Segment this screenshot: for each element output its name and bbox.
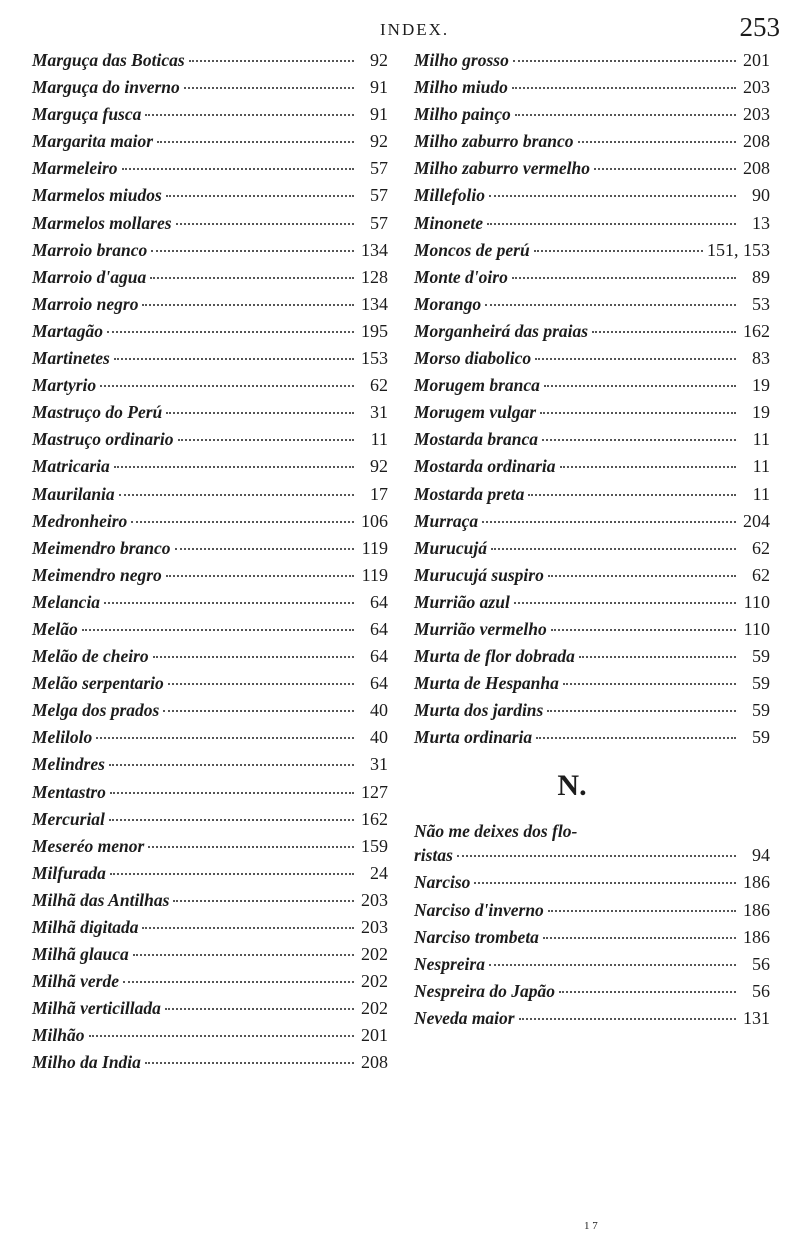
index-entry [32,375,388,402]
index-page-ref: 62 [752,537,770,558]
dot-leader [82,629,354,631]
index-entry [414,321,770,348]
index-entry [32,240,388,267]
index-page-ref: 57 [370,158,388,179]
index-term: Matricaria [32,456,110,477]
index-entry [32,592,388,619]
index-page-ref: 19 [752,402,770,423]
index-entry [32,456,388,483]
index-term: Murraça [414,510,479,531]
index-term: Milho zaburro vermelho [414,158,590,179]
index-page-ref: 19 [752,375,770,396]
index-term: Mostarda ordinaria [414,456,556,477]
index-page-ref: 162 [743,320,770,341]
dot-leader [515,114,736,116]
index-entry [414,927,770,954]
index-term: Margarita maior [32,131,154,152]
index-page-ref: 11 [752,429,770,450]
index-term: Martagão [32,320,103,341]
right-column [414,50,770,1035]
index-page-ref: 56 [752,953,770,974]
index-entry [32,890,388,917]
dot-leader [153,656,354,658]
index-page-ref: 203 [361,889,388,910]
index-page-ref: 203 [743,104,770,125]
index-page-ref: 89 [752,266,770,287]
running-title: INDEX. [380,20,450,39]
index-term: Melão serpentario [32,673,164,694]
index-page-ref: 59 [752,646,770,667]
dot-leader [166,575,354,577]
index-term: Nespreira do Japão [414,980,555,1001]
index-entry [32,77,388,104]
index-entry [414,565,770,592]
dot-leader [560,466,737,468]
index-term: Mentastro [32,781,106,802]
index-page-ref: 57 [370,185,388,206]
index-page-ref: 202 [361,971,388,992]
index-term: Meimendro branco [32,537,171,558]
dot-leader [513,60,736,62]
dot-leader [489,964,736,966]
index-term: Marguça do inverno [32,77,180,98]
index-entry [414,700,770,727]
index-term: Melancia [32,591,101,612]
index-term: Milhã glauca [32,944,129,965]
dot-leader [166,412,354,414]
dot-leader [489,195,736,197]
dot-leader [104,602,354,604]
index-page-ref: 64 [370,618,388,639]
index-term: Monte d'oiro [414,266,508,287]
dot-leader [535,358,736,360]
index-entry [32,267,388,294]
index-term: Morango [414,293,482,314]
index-term: Murta de flor dobrada [414,646,575,667]
index-term: Morugem vulgar [414,402,537,423]
index-term: Marroio negro [32,293,139,314]
index-page-ref: 31 [370,402,388,423]
index-term: Moncos de perú [414,239,530,260]
dot-leader [150,277,354,279]
index-term: Murta de Hespanha [414,673,559,694]
index-page-ref: 127 [361,781,388,802]
index-entry [414,872,770,899]
dot-leader [109,819,354,821]
dot-leader [107,331,354,333]
index-page-ref: 119 [361,564,388,585]
index-entry [32,321,388,348]
dot-leader [487,223,736,225]
dot-leader [548,575,736,577]
index-page-ref: 201 [743,50,770,70]
index-term: Milho miudo [414,77,508,98]
index-entry [32,944,388,971]
right-column-entries [414,50,770,754]
index-term-line1: Não me deixes dos flo- [414,821,578,842]
index-entry [32,1025,388,1052]
index-term: Minonete [414,212,484,233]
index-entry [32,619,388,646]
index-page-ref: 40 [370,727,388,748]
index-entry-multiline [414,818,770,872]
left-column [32,50,388,1080]
dot-leader [89,1035,354,1037]
index-entry [32,185,388,212]
page-header [0,6,800,40]
index-page-ref: 195 [361,320,388,341]
dot-leader [109,764,354,766]
section-n-entries [414,872,770,1035]
index-page-ref: 208 [743,158,770,179]
dot-leader [189,60,354,62]
index-entry [414,213,770,240]
index-term: Mastruço do Perú [32,402,163,423]
index-entry [414,1008,770,1035]
index-term: Narciso d'inverno [414,899,544,920]
index-page-ref: 11 [370,429,388,450]
index-term: Maurilania [32,483,115,504]
index-page-ref: 59 [752,700,770,721]
dot-leader [534,250,703,252]
dot-leader [544,385,736,387]
dot-leader [110,873,354,875]
index-page-ref: 134 [361,239,388,260]
dot-leader [96,737,354,739]
index-term: Morso diabolico [414,348,532,369]
dot-leader [168,683,354,685]
dot-leader [512,277,736,279]
index-entry [32,1052,388,1079]
index-entry [32,511,388,538]
index-page-ref: 92 [370,456,388,477]
index-entry [414,348,770,375]
dot-leader [543,937,736,939]
dot-leader [148,846,354,848]
index-entry-continuation [414,845,770,872]
index-term: Meimendro negro [32,564,162,585]
index-entry [32,348,388,375]
dot-leader [178,439,355,441]
index-page-ref: 64 [370,673,388,694]
index-entry [414,185,770,212]
index-page-ref: 24 [370,862,388,883]
index-entry [32,402,388,429]
index-entry [414,294,770,321]
index-entry [414,375,770,402]
index-page-ref: 162 [361,808,388,829]
dot-leader [559,991,736,993]
index-page-ref: 131 [743,1007,770,1028]
dot-leader [142,927,354,929]
index-term: Marmeleiro [32,158,118,179]
index-page-ref: 59 [752,727,770,748]
index-page-ref: 90 [752,185,770,206]
index-entry [32,673,388,700]
index-page-ref: 110 [743,618,770,639]
index-term: Marmelos mollares [32,212,172,233]
index-entry [32,565,388,592]
index-page-ref: 94 [752,845,770,866]
index-term: Mostarda branca [414,429,538,450]
dot-leader [540,412,736,414]
index-term: Murucujá [414,537,487,558]
index-term: Martyrio [32,375,97,396]
index-entry [414,592,770,619]
index-term: Millefolio [414,185,485,206]
index-entry [32,700,388,727]
index-term: Milhão [32,1025,85,1046]
index-term: Medronheiro [32,510,128,531]
index-term: Murta dos jardins [414,700,544,721]
index-entry [32,863,388,890]
dot-leader [142,304,354,306]
dot-leader [122,168,354,170]
dot-leader [514,602,736,604]
index-page-ref: 134 [361,293,388,314]
dot-leader [114,466,354,468]
index-page-ref: 119 [361,537,388,558]
index-entry [32,429,388,456]
dot-leader [133,954,354,956]
index-term: Milho grosso [414,50,509,70]
index-page-ref: 128 [361,266,388,287]
index-page-ref: 57 [370,212,388,233]
index-term: Nespreira [414,953,485,974]
index-page-ref: 106 [361,510,388,531]
index-page-ref: 203 [743,77,770,98]
index-page-ref: 59 [752,673,770,694]
dot-leader [519,1018,736,1020]
page-number: 253 [739,12,780,42]
index-entry [414,619,770,646]
index-term: Milfurada [32,862,106,883]
index-page-ref: 64 [370,591,388,612]
index-term: Melão [32,618,78,639]
dot-leader [551,629,736,631]
index-term: Milho painço [414,104,511,125]
index-term: Murrião vermelho [414,618,547,639]
index-page-ref: 186 [743,872,770,893]
dot-leader [563,683,736,685]
index-entry [32,809,388,836]
index-page-ref: 186 [743,899,770,920]
index-term: Murrião azul [414,591,510,612]
index-entry [32,131,388,158]
dot-leader [512,87,736,89]
index-entry [32,50,388,77]
index-page-ref: 64 [370,646,388,667]
index-page-ref: 208 [361,1052,388,1073]
index-term: Martinetes [32,348,110,369]
index-entry [414,131,770,158]
index-entry [32,836,388,863]
index-page-ref: 11 [752,483,770,504]
index-entry [414,727,770,754]
index-entry [32,294,388,321]
index-page-ref: 204 [743,510,770,531]
dot-leader [151,250,354,252]
index-entry [414,673,770,700]
dot-leader [482,521,736,523]
index-entry [414,267,770,294]
dot-leader [474,882,736,884]
index-page-ref: 11 [752,456,770,477]
index-entry [32,484,388,511]
dot-leader [592,331,736,333]
index-entry [414,429,770,456]
index-entry [414,104,770,131]
index-term: Morugem branca [414,375,540,396]
index-entry [414,77,770,104]
index-term: Milho da India [32,1052,141,1073]
dot-leader [491,548,736,550]
index-term: Milhã das Antilhas [32,889,170,910]
index-entry [32,213,388,240]
index-entry [414,158,770,185]
index-term: Narciso [414,872,471,893]
index-term: Marmelos miudos [32,185,162,206]
index-entry [414,456,770,483]
index-page-ref: 201 [361,1025,388,1046]
index-entry [414,511,770,538]
index-term: Melão de cheiro [32,646,149,667]
index-term: Meseréo menor [32,835,145,856]
dot-leader [184,87,354,89]
index-page-ref: 202 [361,944,388,965]
dot-leader [173,900,354,902]
dot-leader [548,910,736,912]
index-page-ref: 62 [370,375,388,396]
index-entry [414,402,770,429]
dot-leader [579,656,736,658]
dot-leader [175,548,354,550]
index-entry [32,104,388,131]
dot-leader [131,521,354,523]
dot-leader [165,1008,354,1010]
index-entry [32,727,388,754]
index-page-ref: 153 [361,348,388,369]
dot-leader [547,710,736,712]
index-page-ref: 91 [370,77,388,98]
index-term-line2: ristas [414,845,453,866]
index-entry [414,954,770,981]
index-page-ref: 40 [370,700,388,721]
index-page-ref: 13 [752,212,770,233]
dot-leader [578,141,737,143]
index-page-ref: 202 [361,998,388,1019]
index-term: Marroio branco [32,239,148,260]
index-page-ref: 208 [743,131,770,152]
index-page-ref: 186 [743,926,770,947]
dot-leader [100,385,354,387]
index-page-ref: 91 [370,104,388,125]
dot-leader [528,494,736,496]
index-page-ref: 62 [752,564,770,585]
index-term: Milhã digitada [32,917,139,937]
index-term: Marroio d'agua [32,266,147,287]
index-term: Neveda maior [414,1007,515,1028]
index-term: Marguça das Boticas [32,50,185,70]
dot-leader [536,737,736,739]
dot-leader [145,114,354,116]
index-entry [414,646,770,673]
index-entry [32,754,388,781]
dot-leader [485,304,736,306]
index-term: Murucujá suspiro [414,564,544,585]
index-entry [32,538,388,565]
dot-leader [166,195,354,197]
index-page-ref: 110 [743,591,770,612]
dot-leader [119,494,354,496]
index-entry [32,998,388,1025]
section-letter-n: N. [557,769,587,803]
index-entry [414,50,770,77]
index-page-ref: 159 [361,835,388,856]
dot-leader [176,223,354,225]
index-page-ref: 92 [370,50,388,70]
index-entry [414,240,770,267]
index-page-ref: 83 [752,348,770,369]
index-entry [32,646,388,673]
index-entry [414,900,770,927]
dot-leader [157,141,354,143]
index-term: Morganheirá das praias [414,320,589,341]
index-term: Melga dos prados [32,700,160,721]
dot-leader [123,981,354,983]
index-entry [414,484,770,511]
index-term: Milho zaburro branco [414,131,574,152]
index-page-ref: 17 [370,483,388,504]
dot-leader [457,855,736,857]
index-term: Mostarda preta [414,483,525,504]
index-term: Marguça fusca [32,104,142,125]
index-term: Murta ordinaria [414,727,533,748]
dot-leader [110,792,354,794]
index-page-ref: 92 [370,131,388,152]
signature-mark: 1 7 [584,1220,598,1232]
index-page-ref: 56 [752,980,770,1001]
dot-leader [114,358,354,360]
dot-leader [145,1062,354,1064]
index-entry [414,538,770,565]
index-term: Milhã verticillada [32,998,161,1019]
index-term: Mastruço ordinario [32,429,174,450]
index-term: Milhã verde [32,971,120,992]
index-page-ref: 203 [361,917,388,937]
index-entry [414,981,770,1008]
index-term: Melindres [32,754,105,775]
dot-leader [594,168,736,170]
dot-leader [163,710,354,712]
index-entry [32,782,388,809]
index-entry [32,158,388,185]
index-term: Mercurial [32,808,105,829]
index-term: Melilolo [32,727,93,748]
index-page-ref: 53 [752,293,770,314]
index-entry [32,917,388,944]
index-page-ref: 31 [370,754,388,775]
index-term: Narciso trombeta [414,926,539,947]
index-page-ref: 151, 153 [707,239,770,260]
index-entry [32,971,388,998]
dot-leader [542,439,736,441]
